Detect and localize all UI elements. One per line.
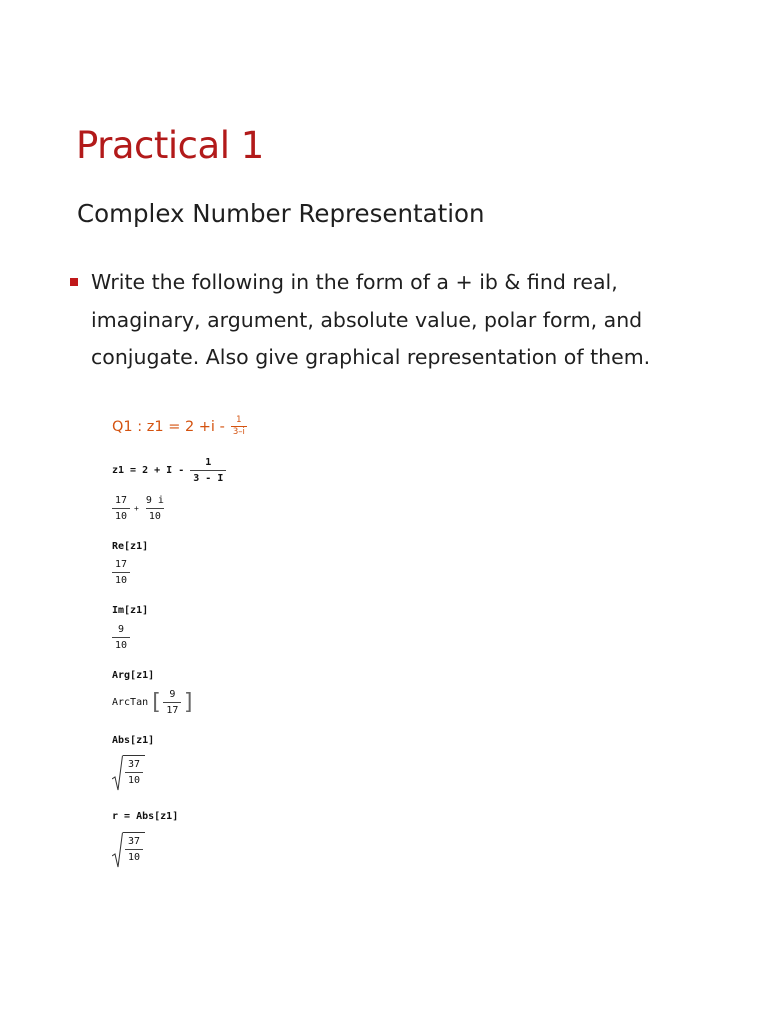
cell-3-output [112,623,130,652]
cell-2-output [112,558,130,587]
cell-2-input[interactable] [112,541,148,552]
bullet-text: Write the following in the form of a + ib & find real, imaginary, argument, absolute value, polar form, and conjugate. Also give graphical representation of them. [91,270,651,369]
cell-5-output-fraction [125,758,143,787]
square-root [112,755,145,791]
fraction-numerator: 37 [128,759,141,770]
cell-4-output-fraction [163,688,181,717]
right-bracket: ] [182,689,196,715]
fraction-denominator: 3 - I [190,470,226,485]
fraction-numerator: 9 i [145,495,164,506]
bullet-item [70,264,710,377]
fraction-numerator: 17 [115,495,128,506]
fraction-denominator: 10 [125,772,143,787]
left-bracket: [ [149,689,163,715]
cell-6-input[interactable] [112,811,178,822]
page-title: Practical 1 [76,124,264,167]
fraction-denominator: 10 [112,508,130,523]
cell-6-input-text: r = Abs[z1] [112,811,179,822]
cell-1-output [112,494,167,523]
fraction-numerator: 9 [118,624,125,635]
arctan-function: ArcTan [112,697,149,708]
section-subtitle: Complex Number Representation [77,199,485,228]
cell-5-input[interactable] [112,735,154,746]
cell-2-output-fraction [112,558,130,587]
fraction-denominator: 10 [112,637,130,652]
plus-sign: + [134,504,139,513]
bullet-square-icon [70,278,78,286]
cell-5-output [112,755,145,791]
cell-2-input-text: Re[z1] [112,541,149,552]
fraction-denominator: 10 [146,508,164,523]
radical-sign-icon [112,832,123,868]
fraction-numerator: 17 [115,559,128,570]
fraction-numerator: 9 [169,689,176,700]
cell-1-input[interactable] [112,456,226,485]
cell-1-output-real-fraction [112,494,130,523]
square-root [112,832,145,868]
cell-1-output-imag-fraction [143,494,167,523]
cell-3-input-text: Im[z1] [112,605,149,616]
cell-1-input-fraction [190,456,226,485]
cell-3-input[interactable] [112,605,148,616]
radical-sign-icon [112,755,123,791]
cell-4-output [112,688,197,717]
fraction-denominator: 17 [163,702,181,717]
question-frac-num: 1 [236,415,242,425]
fraction-denominator: 10 [112,572,130,587]
cell-6-output [112,832,145,868]
fraction-numerator: 37 [128,836,141,847]
cell-6-output-fraction [125,835,143,864]
cell-5-input-text: Abs[z1] [112,735,155,746]
cell-3-output-fraction [112,623,130,652]
fraction-denominator: 10 [125,849,143,864]
cell-4-input[interactable] [112,670,154,681]
cell-4-input-text: Arg[z1] [112,670,155,681]
question-frac-den: 3–i [232,427,245,437]
cell-1-input-text: z1 = 2 + I - [112,465,185,476]
question-fraction [231,416,247,437]
fraction-numerator: 1 [205,457,212,468]
question-label: Q1 : z1 = 2 +i - [112,418,225,435]
question-line [112,416,247,437]
